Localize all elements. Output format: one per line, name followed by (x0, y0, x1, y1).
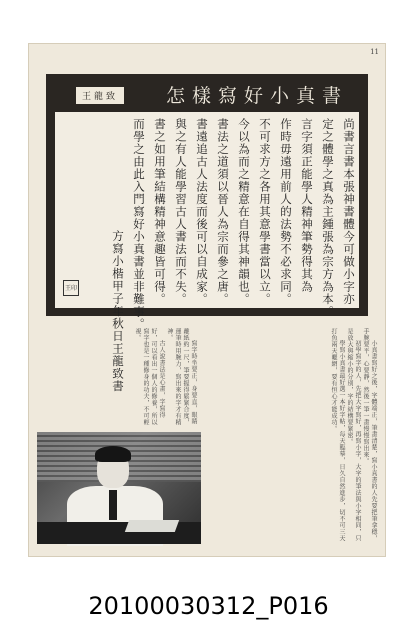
calligraphy-line: 尚書言書本張神書體今可做小字亦 (342, 118, 356, 306)
photo-paper (125, 520, 179, 532)
calligraphy-line: 定之體學之真為主鍾張為宗方為本。 (321, 118, 335, 318)
body-paragraph: 古人說書法是心畫，字寫得好，可以看出一個人的修養，所以寫字也是一種修身的功夫，不可輕視。 (134, 328, 165, 426)
body-paragraph: 小真書寫好之後，字體端正，筆畫清楚，寫小真書的人先要把筆拿穩，手腕要平，心要靜，然後一筆一畫慢慢寫出來。 (362, 328, 377, 542)
photo-tie (109, 490, 117, 520)
calligraphy-line: 言字須正能學人精神筆勢得其為 (300, 118, 314, 293)
body-column-block-right (201, 328, 377, 546)
photo-hair (95, 446, 131, 462)
body-column-block-left (37, 328, 197, 428)
document-page (29, 44, 385, 556)
calligraphy-line: 書法之道須以晉人為宗而參之唐。 (216, 118, 230, 306)
author-name: 王龍致 (76, 87, 124, 104)
calligraphy-line: 今以為而之精意在自得其神韻也。 (237, 118, 251, 306)
body-paragraph: 寫字時坐要正，身要直，眼睛離紙約一尺，筆要握得鬆緊合度，運筆時用腕力，寫出來的字才有精神。 (166, 328, 197, 426)
calligraphy-signature: 方寫小楷甲子年秋日王龍致書 (111, 230, 125, 393)
calligraphy-line: 書之如用筆結構精神意趣皆可得。 (153, 118, 167, 306)
calligraphy-line: 書遠追古人法度而後可以自成家。 (195, 118, 209, 306)
calligraphy-line: 與之有人能學習古人書法而不失。 (174, 118, 188, 306)
calligraphy-line: 作時毋遠用前人的法勢不必求同。 (279, 118, 293, 306)
page-number: 11 (370, 48, 379, 56)
body-paragraph: 初學寫字的人，先把大字寫好，再寫小字，大字的筆法與小字相同，只是放大與縮小的分別，字的結構要緊密。 (346, 328, 361, 542)
archive-id-caption: 20100030312_P016 (88, 592, 329, 620)
calligraphy-line: 不可求方之各用其意學書當以立。 (258, 118, 272, 306)
calligraphy-line: 而學之由此入門寫好小真書並非難事。 (132, 118, 146, 331)
article-title: 怎樣寫好小真書 (166, 85, 349, 107)
author-photo (37, 432, 201, 544)
seal-stamp-icon: 王印 (63, 280, 79, 296)
body-paragraph: 學寫小真書最好選一本好字帖，每天臨摹，日久自然進步，切不可三天打魚兩天曬網，要有恒心才能成功。 (330, 328, 345, 542)
